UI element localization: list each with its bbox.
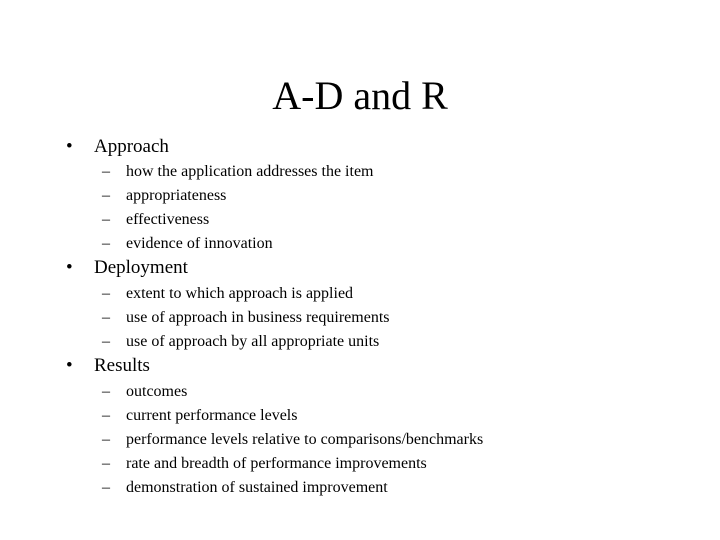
bullet-icon: •: [66, 136, 73, 157]
sub-item-text: extent to which approach is applied: [126, 285, 354, 302]
bullet-label: Deployment: [94, 257, 188, 278]
dash-icon: –: [102, 431, 110, 448]
sub-item-text: evidence of innovation: [126, 235, 273, 252]
sub-item-text: rate and breadth of performance improvements: [126, 455, 427, 472]
dash-icon: –: [102, 333, 110, 350]
dash-icon: –: [102, 407, 110, 424]
bullet-icon: •: [66, 257, 73, 278]
sub-item-text: appropriateness: [126, 187, 227, 204]
dash-icon: –: [102, 455, 110, 472]
sub-item-text: effectiveness: [126, 211, 210, 228]
dash-icon: –: [102, 187, 110, 204]
bullet-icon: •: [66, 355, 73, 376]
bullet-label: Approach: [94, 136, 169, 157]
dash-icon: –: [102, 163, 110, 180]
slide-title: A-D and R: [272, 73, 448, 118]
sub-item-text: performance levels relative to comparisons/benchmarks: [126, 431, 484, 448]
sub-item-text: use of approach in business requirements: [126, 309, 390, 326]
dash-icon: –: [102, 479, 110, 496]
sub-item-text: use of approach by all appropriate units: [126, 333, 380, 350]
sub-item-text: how the application addresses the item: [126, 163, 374, 180]
dash-icon: –: [102, 235, 110, 252]
sub-item-text: demonstration of sustained improvement: [126, 479, 388, 496]
dash-icon: –: [102, 211, 110, 228]
dash-icon: –: [102, 383, 110, 400]
sub-item-text: outcomes: [126, 383, 188, 400]
bullet-label: Results: [94, 355, 150, 376]
dash-icon: –: [102, 285, 110, 302]
dash-icon: –: [102, 309, 110, 326]
sub-item-text: current performance levels: [126, 407, 298, 424]
